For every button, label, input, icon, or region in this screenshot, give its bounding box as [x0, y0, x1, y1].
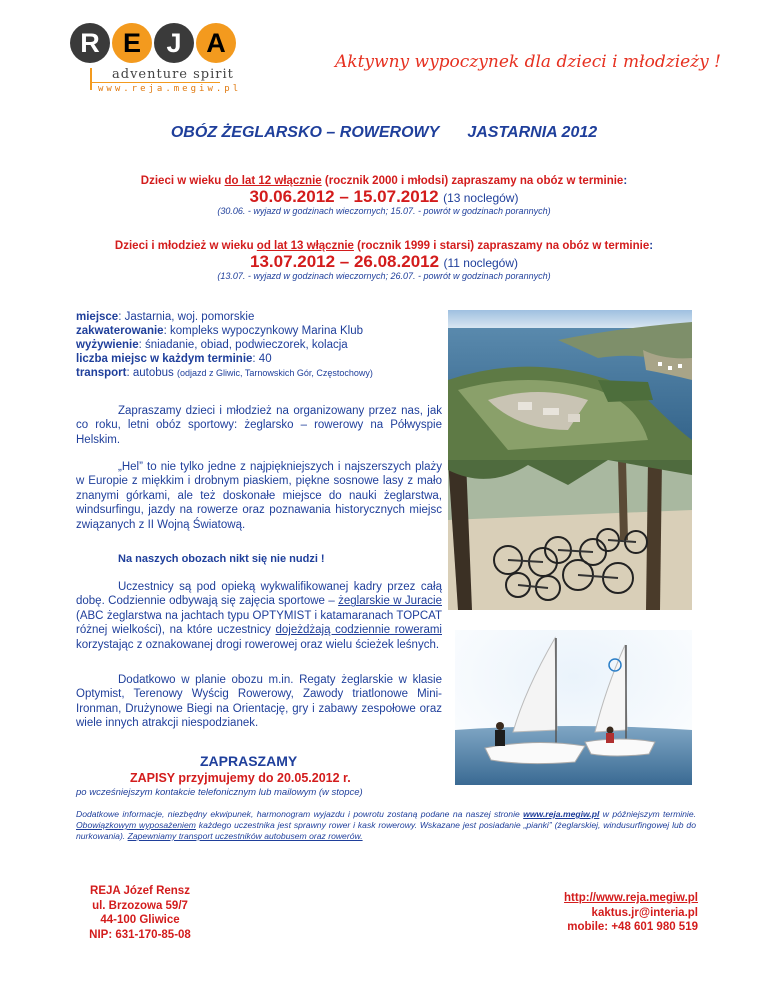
logo-letter-e: E [112, 23, 152, 63]
term2-intro [0, 240, 768, 252]
contact-note: po wcześniejszym kontakcie telefonicznym lub mailowym (w stopce) [76, 787, 363, 798]
paragraph-intro-text: Zapraszamy dzieci i młodzież na organizowany przez nas, jak co roku, letni obóz sportowy: żeglarsko – rowerowy na Półwyspie Helskim. [76, 405, 442, 446]
paragraph-hel [76, 460, 442, 532]
company-address [60, 884, 220, 942]
term2-nights: (11 noclegów) [443, 256, 518, 270]
logo-letter-r: R [70, 23, 110, 63]
no-boredom-line: Na naszych obozach nikt się nie nudzi ! [118, 553, 325, 565]
paragraph-extras-text: Dodatkowo w planie obozu m.in. Regaty żeglarskie w klasie Optymist, Terenowy Wyścig Rowerowy, Zawody triatlonowe Mini-Ironman, Drużynowe Biegi na Orientację, gry i zabawy zespołowe oraz wiele innych atrakcji niespodzianek. [76, 674, 442, 730]
paragraph-staff-b: (ABC żeglarstwa na jachtach typu OPTYMIST i katamaranach TOPCAT różnej wielkości), na które uczestnicy [76, 609, 442, 637]
logo-letter-a: A [196, 23, 236, 63]
info-seats-label: liczba miejsc w każdym terminie [76, 353, 253, 365]
term2-colon: : [649, 240, 654, 252]
info-seats [76, 352, 373, 366]
bikes-photo-image [448, 460, 692, 610]
logo-spirit: adventure spirit [112, 67, 234, 82]
sailing-photo [455, 630, 692, 785]
additional-info [76, 809, 696, 842]
additional-info-transport: Zapewniamy transport uczestników autobusem oraz rowerów. [127, 831, 363, 841]
bikes-photo [448, 460, 692, 610]
website-link[interactable]: www.reja.megiw.pl [523, 809, 600, 819]
company-street: ul. Brzozowa 59/7 [92, 899, 188, 912]
company-contact [564, 891, 698, 935]
reja-logo [70, 20, 280, 100]
paragraph-staff-bikes: dojeżdżają codziennie rowerami [275, 624, 442, 637]
company-name: REJA Józef Rensz [90, 885, 190, 897]
tagline: Aktywny wypoczynek dla dzieci i młodzieży ! [335, 52, 721, 72]
term1-intro-underlined: do lat 12 włącznie [224, 175, 322, 187]
additional-info-b: w późniejszym terminie. [599, 809, 696, 819]
info-transport-label: transport [76, 367, 127, 379]
term1-intro-a: Dzieci w wieku [140, 175, 225, 187]
footer-mobile: mobile: +48 601 980 519 [567, 921, 698, 933]
term2-intro-underlined: od lat 13 włącznie [256, 240, 354, 252]
camp-info [76, 310, 373, 380]
logo-url: www.reja.megiw.pl [98, 84, 242, 94]
aerial-photo [448, 310, 692, 460]
term1-dates-line [0, 187, 768, 207]
logo-letter-j: J [154, 23, 194, 63]
term2-dates-line [0, 252, 768, 272]
term1-dates: 30.06.2012 – 15.07.2012 [249, 187, 439, 206]
term1-note: (30.06. - wyjazd w godzinach wieczornych; 15.07. - powrót w godzinach porannych) [217, 206, 551, 216]
info-food [76, 338, 373, 352]
paragraph-staff-sailing: żeglarskie w Juracie [338, 595, 442, 608]
info-transport-note: (odjazd z Gliwic, Tarnowskich Gór, Częstochowy) [177, 368, 373, 378]
logo-divider [90, 68, 92, 90]
title-main: OBÓZ ŻEGLARSKO – ROWEROWY [170, 124, 440, 141]
term2-intro-a: Dzieci i młodzież w wieku [114, 240, 257, 252]
footer-email[interactable]: kaktus.jr@interia.pl [591, 906, 698, 919]
info-food-value: : śniadanie, obiad, podwieczorek, kolacja [138, 339, 348, 351]
info-place-label: miejsce [76, 311, 119, 323]
title-place: JASTARNIA 2012 [467, 124, 598, 141]
company-city: 44-100 Gliwice [100, 914, 180, 926]
additional-info-equipment: Obowiązkowym wyposażeniem [76, 820, 196, 830]
paragraph-intro [76, 404, 442, 447]
invite-heading: ZAPRASZAMY [200, 753, 298, 769]
additional-info-c: każdego uczestnika jest sprawny rower i kask rowerowy. Wskazane jest posiadanie „pianki” (żeglarskiej, windusurfingowej lub do nurkowania). [76, 820, 696, 841]
signup-deadline: ZAPISY przyjmujemy do 20.05.2012 r. [130, 771, 351, 785]
paragraph-staff [76, 580, 442, 652]
info-transport [76, 366, 373, 380]
term2-dates: 13.07.2012 – 26.08.2012 [249, 252, 440, 271]
info-place-value: : Jastarnia, woj. pomorskie [118, 311, 255, 323]
info-accommodation [76, 324, 373, 338]
sailing-photo-image [455, 630, 692, 785]
term2-intro-b: (rocznik 1999 i starsi) zapraszamy na obóz w terminie [353, 240, 650, 252]
term1-colon: : [623, 175, 628, 187]
term1-intro-b: (rocznik 2000 i młodsi) zapraszamy na obóz w terminie [321, 175, 624, 187]
page-title [0, 124, 768, 142]
info-transport-value: : autobus [126, 367, 177, 379]
term1-nights: (13 noclegów) [443, 191, 519, 205]
paragraph-extras [76, 673, 442, 731]
aerial-photo-image [448, 310, 692, 460]
paragraph-staff-c: korzystając z oznakowanej drogi rowerowej oraz wielu ścieżek leśnych. [76, 638, 440, 651]
paragraph-hel-text: „Hel” to nie tylko jedne z najpiękniejszych i najszerszych plaży w Europie z miękkim i drobnym piaskiem, piękne sosnowe lasy z mało znanymi górkami, ale też doskonałe miejsce do nauki żeglarstwa, windsurfingu, jazdy na rowerze oraz poznawania historycznych miejsc związanych z II Wojną Światową. [76, 461, 442, 531]
term2-note: (13.07. - wyjazd w godzinach wieczornych; 26.07. - powrót w godzinach porannych) [217, 271, 551, 281]
term1-intro [0, 175, 768, 187]
info-seats-value: : 40 [252, 353, 272, 365]
info-accom-value: : kompleks wypoczynkowy Marina Klub [163, 325, 363, 337]
info-accom-label: zakwaterowanie [76, 325, 164, 337]
additional-info-a: Dodatkowe informacje, niezbędny ekwipunek, harmonogram wyjazdu i powrotu zostaną podane na naszej stronie [76, 809, 524, 819]
footer-website-link[interactable]: http://www.reja.megiw.pl [564, 892, 698, 904]
paragraph-staff-a: Uczestnicy są pod opieką wykwalifikowanej kadry przez całą dobę. Codziennie odbywają się zajęcia sportowe – [76, 581, 442, 608]
info-food-label: wyżywienie [76, 339, 139, 351]
logo-underline [90, 82, 220, 83]
info-place [76, 310, 373, 324]
company-nip: NIP: 631-170-85-08 [89, 928, 191, 941]
